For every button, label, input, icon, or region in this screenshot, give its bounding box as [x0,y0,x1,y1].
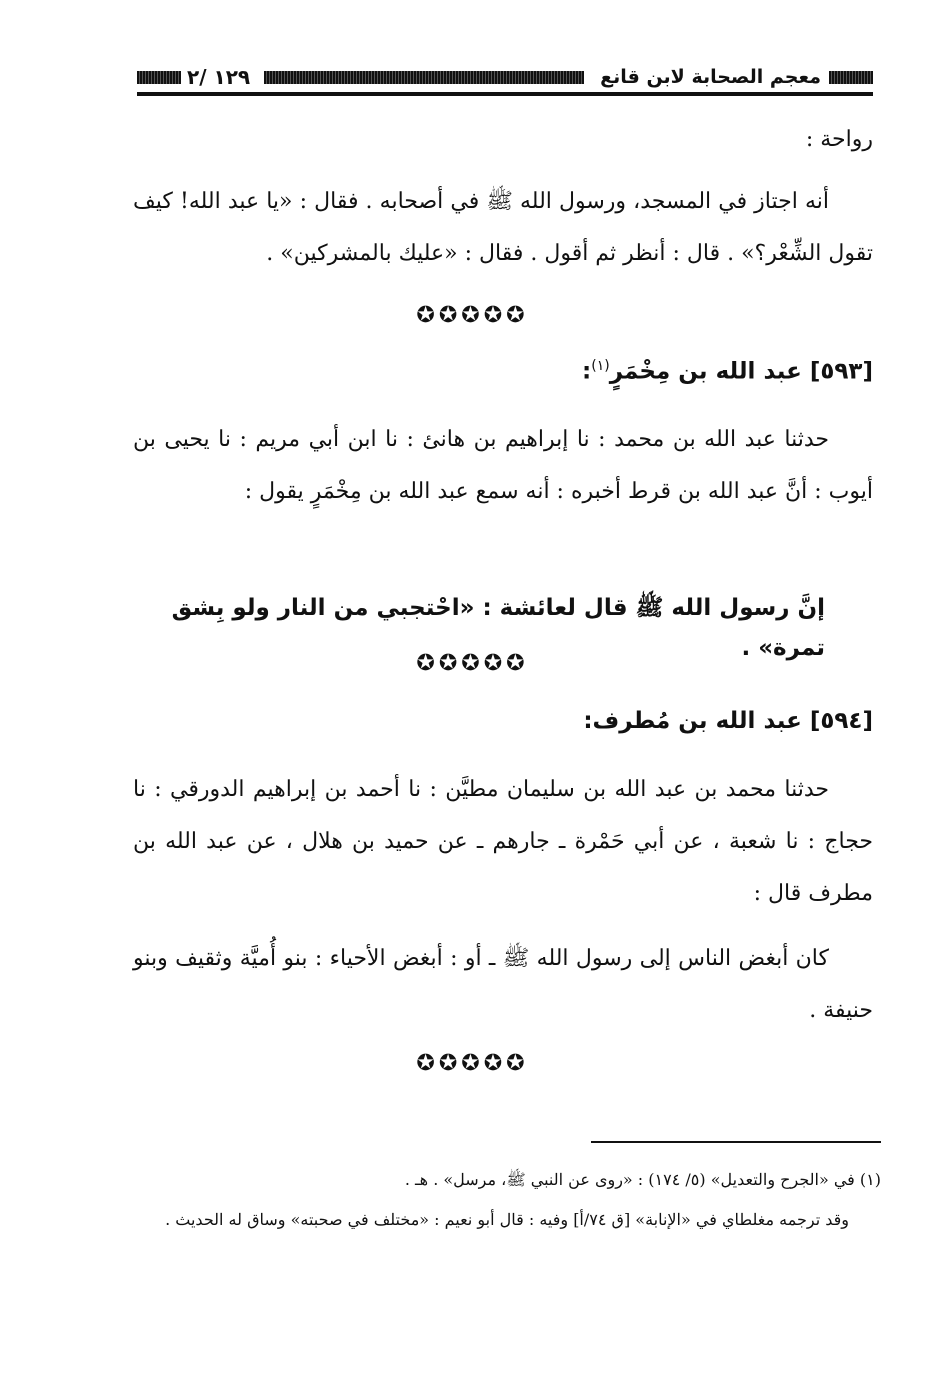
entry-593-colon: : [582,358,592,385]
footnote-1-line-2: وقد ترجمه مغلطاي في «الإنابة» [ق ٧٤/أ] وفيه : قال أبو نعيم : «مختلف في صحبته» وساق له الحديث . [165,1210,849,1229]
entry-594-title: [٥٩٤] عبد الله بن مُطرف: [583,708,873,734]
paragraph-hadith-1: أنه اجتاز في المسجد، ورسول الله ﷺ في أصحابه . فقال : «يا عبد الله! كيف تقول الشِّعْر؟» . قال : أنظر ثم أقول . فقال : «عليك بالمشركين» . [133,189,873,266]
footnote-ref-1: (١) [591,358,610,374]
header-ornament-middle [264,71,584,84]
header-book-title: معجم الصحابة لابن قانع [600,66,821,88]
running-header [137,62,873,96]
header-ornament-right [829,71,873,84]
section-separator-3: ✪✪✪✪✪ [416,1051,529,1076]
section-separator-2: ✪✪✪✪✪ [416,651,529,676]
entry-594-isnad: حدثنا محمد بن عبد الله بن سليمان مطيَّن : نا أحمد بن إبراهيم الدورقي : نا حجاج : نا شعبة ، عن أبي حَمْرة ـ جارهم ـ عن حميد بن هلال ، عن عبد الله بن مطرف قال : [133,777,873,906]
entry-594-heading [583,708,873,734]
entry-593-matn: إنَّ رسول الله ﷺ قال لعائشة : «احْتجبي من النار ولو بِشق تمرة» . [171,595,825,661]
entry-594-matn: كان أبغض الناس إلى رسول الله ﷺ ـ أو : أبغض الأحياء : بنو أُميَّة وثقيف وبنو حنيفة . [133,946,873,1023]
continuation-line: رواحة : [805,127,873,152]
entry-593-heading [582,358,873,385]
entry-593-title: [٥٩٣] عبد الله بن مِخْمَرٍ [609,358,873,385]
section-separator-1: ✪✪✪✪✪ [416,303,529,328]
entry-593-isnad: حدثنا عبد الله بن محمد : نا إبراهيم بن هانئ : نا ابن أبي مريم : نا يحيى بن أيوب : أنَّ عبد الله بن قرط أخبره : أنه سمع عبد الله بن مِخْمَرٍ يقول : [133,427,873,504]
footnote-divider [591,1141,881,1143]
header-ornament-left [137,71,181,84]
header-page-number: ١٢٩ /٢ [187,65,251,89]
footnote-1-line-1: (١) في «الجرح والتعديل» (٥/ ١٧٤) : «روى عن النبي ﷺ، مرسل» . هـ . [404,1170,881,1189]
